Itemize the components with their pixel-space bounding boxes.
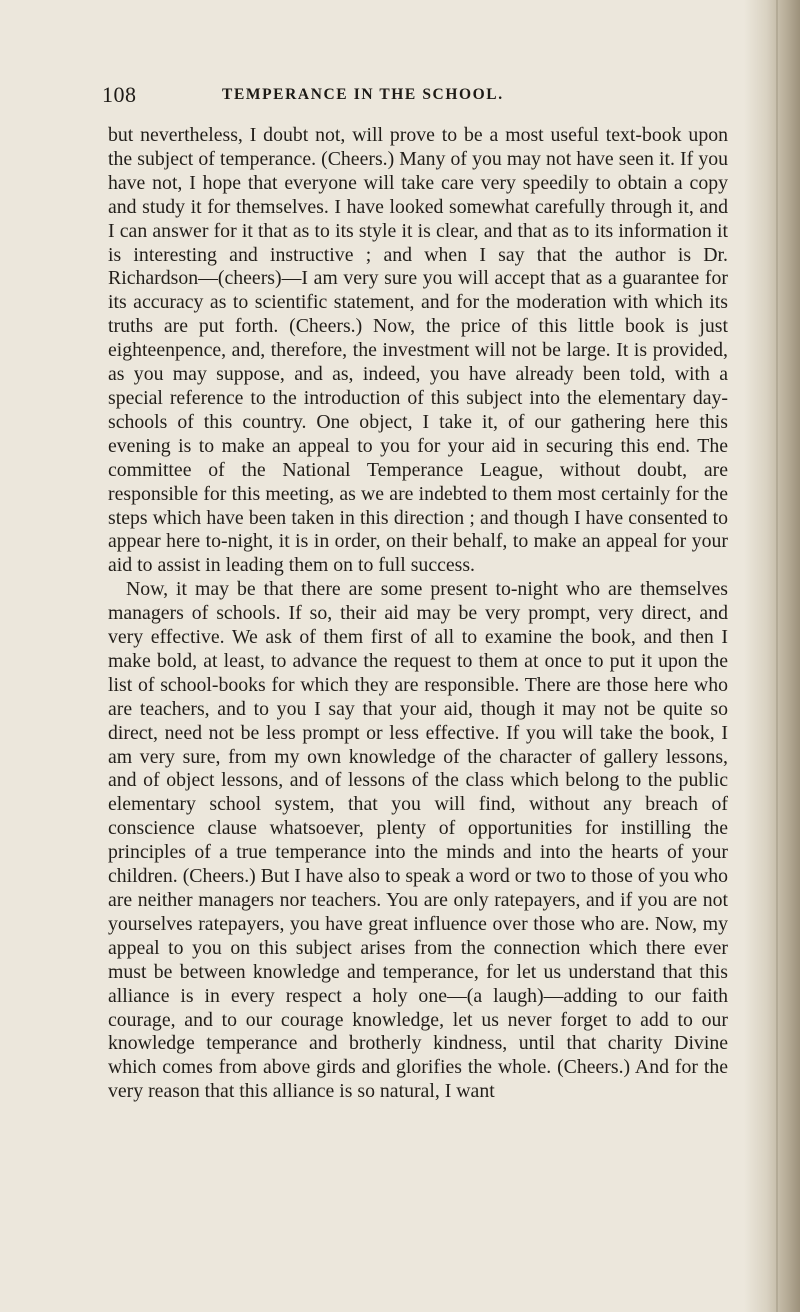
- running-title: TEMPERANCE IN THE SCHOOL.: [222, 86, 504, 103]
- body-text: [108, 124, 728, 1104]
- page-edge-line: [776, 0, 778, 1312]
- page-number: 108: [102, 82, 137, 107]
- page-header: [102, 82, 702, 112]
- page-edge-shadow: [744, 0, 800, 1312]
- paragraph: but nevertheless, I doubt not, will prove to be a most useful text-book upon the subject of temperance. (Cheers.) Many of you may not have seen it. If you have not, I hope that everyone will take care very speedily to obtain a copy and study it for themselves. I have looked somewhat carefully through it, and I can answer for it that as to its style it is clear, and that as to its information it is interesting and instructive ; and when I say that the author is Dr. Richardson—(cheers)—I am very sure you will accept that as a guarantee for its accuracy as to scientific statement, and for the moderation with which its truths are put forth. (Cheers.) Now, the price of this little book is just eighteenpence, and, therefore, the investment will not be large. It is provided, as you may suppose, and as, indeed, you have already been told, with a special reference to the introduction of this subject into the elementary day-schools of this country. One object, I take it, of our gathering here this evening is to make an appeal to you for your aid in securing this end. The committee of the National Temperance League, without doubt, are responsible for this meeting, as we are indebted to them most certainly for the steps which have been taken in this direction ; and though I have consented to appear here to-night, it is in order, on their behalf, to make an appeal for your aid to assist in leading them on to full success.: [108, 124, 728, 577]
- paragraph: Now, it may be that there are some present to-night who are themselves managers of schools. If so, their aid may be very prompt, very direct, and very effective. We ask of them first of all to examine the book, and then I make bold, at least, to advance the request to them at once to put it upon the list of school-books for which they are responsible. There are those here who are teachers, and to you I say that your aid, though it may not be quite so direct, need not be less prompt or less effective. If you will take the book, I am very sure, from my own knowledge of the character of gallery lessons, and of object lessons, and of lessons of the class which belong to the public elementary school system, that you will find, without any breach of conscience clause whatsoever, plenty of opportunities for instilling the principles of a true temperance into the minds and into the hearts of your children. (Cheers.) But I have also to speak a word or two to those of you who are neither managers nor teachers. You are only ratepayers, and if you are not yourselves ratepayers, you have great influence over those who are. Now, my appeal to you on this subject arises from the connection which there ever must be between knowledge and temperance, for let us understand that this alliance is in every respect a holy one—(a laugh)—adding to our faith courage, and to our courage knowledge, let us never forget to add to our knowledge temperance and brotherly kindness, until that charity Divine which comes from above girds and glorifies the whole. (Cheers.) And for the very reason that this alliance is so natural, I want: [108, 578, 728, 1103]
